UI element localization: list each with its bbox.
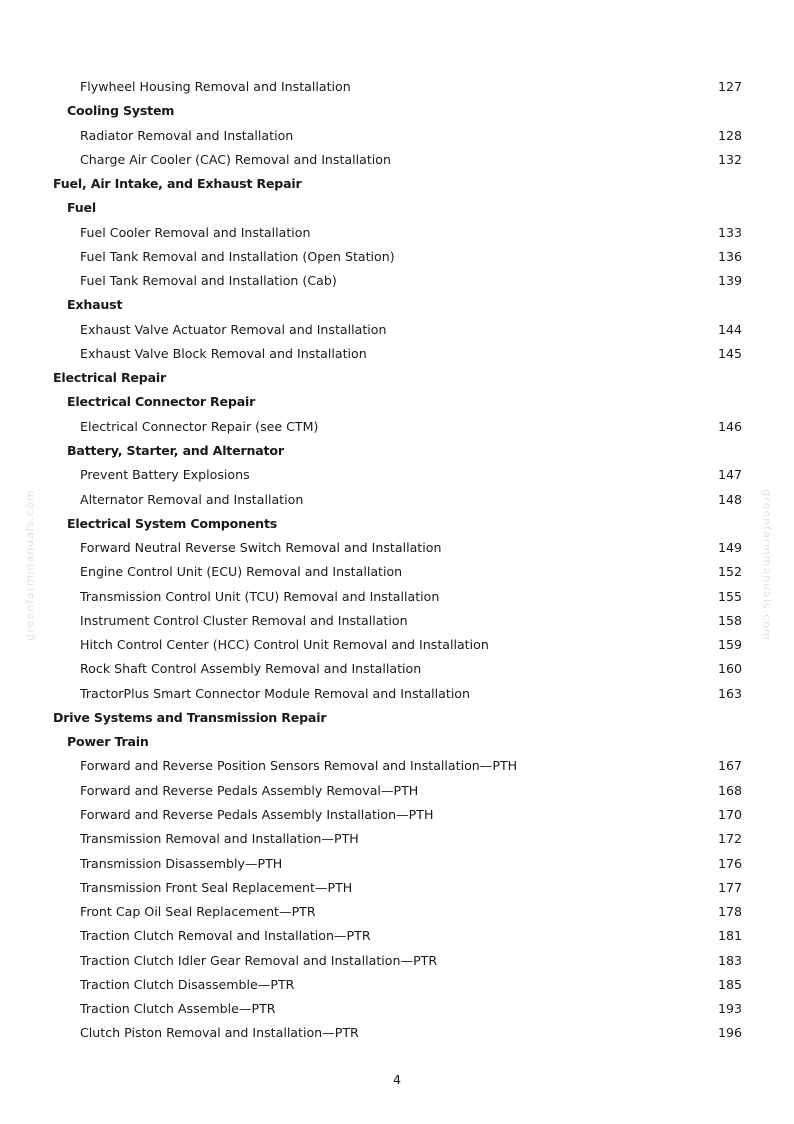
toc-entry[interactable]	[0, 318, 794, 342]
toc-entry-title: Cooling System	[67, 103, 175, 119]
toc-entry-title: Forward and Reverse Position Sensors Removal and Installation—PTH	[80, 758, 518, 774]
toc-entry-title: Exhaust	[67, 297, 123, 313]
toc-entry-page: 178	[717, 904, 742, 920]
toc-entry[interactable]	[0, 609, 794, 633]
toc-entry-title: TractorPlus Smart Connector Module Removal and Installation	[80, 685, 470, 701]
toc-entry[interactable]	[0, 682, 794, 706]
toc-entry-page: 196	[717, 1025, 742, 1041]
toc-entry-page: 160	[717, 661, 742, 677]
toc-entry[interactable]	[0, 754, 794, 778]
toc-entry-title: Forward and Reverse Pedals Assembly Installation—PTH	[80, 806, 434, 822]
toc-entry-page: 144	[717, 321, 742, 337]
toc-entry-page: 132	[717, 151, 742, 167]
toc-entry[interactable]	[0, 269, 794, 293]
toc-entry-page: 163	[717, 685, 742, 701]
toc-heading	[0, 172, 794, 196]
toc-entry-page: 145	[717, 345, 742, 361]
toc-entry-page: 167	[717, 758, 742, 774]
toc-entry-title: Transmission Control Unit (TCU) Removal and Installation	[80, 588, 440, 604]
toc-entry-title: Fuel	[67, 200, 96, 216]
toc-entry[interactable]	[0, 633, 794, 657]
toc-entry-title: Engine Control Unit (ECU) Removal and Installation	[80, 564, 403, 580]
toc-entry[interactable]	[0, 779, 794, 803]
toc-entry[interactable]	[0, 124, 794, 148]
toc-subheading	[0, 730, 794, 754]
toc-entry-title: Charge Air Cooler (CAC) Removal and Installation	[80, 151, 391, 167]
toc-entry[interactable]	[0, 560, 794, 584]
toc-entry-title: Fuel Tank Removal and Installation (Open Station)	[80, 248, 395, 264]
toc-entry-page: 185	[717, 976, 742, 992]
toc-entry-page: 155	[717, 588, 742, 604]
toc-entry-title: Fuel, Air Intake, and Exhaust Repair	[53, 176, 302, 192]
table-of-contents	[0, 75, 794, 1046]
toc-heading	[0, 706, 794, 730]
toc-entry-title: Exhaust Valve Block Removal and Installation	[80, 345, 367, 361]
toc-entry-page: 139	[717, 273, 742, 289]
toc-entry[interactable]	[0, 1021, 794, 1045]
toc-subheading	[0, 390, 794, 414]
toc-entry-title: Exhaust Valve Actuator Removal and Installation	[80, 321, 387, 337]
toc-entry-page: 170	[717, 806, 742, 822]
toc-entry[interactable]	[0, 148, 794, 172]
toc-entry-title: Electrical Repair	[53, 370, 167, 386]
toc-entry-page: 183	[717, 952, 742, 968]
toc-entry-title: Flywheel Housing Removal and Installation	[80, 79, 351, 94]
toc-entry-title: Instrument Control Cluster Removal and Installation	[80, 612, 408, 628]
toc-entry[interactable]	[0, 342, 794, 366]
toc-entry-title: Clutch Piston Removal and Installation—PTR	[80, 1025, 359, 1041]
toc-entry-title: Front Cap Oil Seal Replacement—PTR	[80, 904, 316, 920]
toc-entry[interactable]	[0, 488, 794, 512]
toc-entry[interactable]	[0, 657, 794, 681]
toc-heading	[0, 366, 794, 390]
toc-entry-title: Prevent Battery Explosions	[80, 467, 250, 483]
toc-entry-title: Transmission Front Seal Replacement—PTH	[80, 879, 353, 895]
toc-subheading	[0, 196, 794, 220]
toc-entry-page: 128	[717, 127, 742, 143]
toc-entry[interactable]	[0, 585, 794, 609]
toc-entry[interactable]	[0, 75, 794, 99]
toc-entry[interactable]	[0, 949, 794, 973]
toc-entry-page: 133	[717, 224, 742, 240]
toc-subheading	[0, 293, 794, 317]
toc-entry-title: Alternator Removal and Installation	[80, 491, 304, 507]
toc-entry-page: 181	[717, 928, 742, 944]
toc-entry-title: Transmission Removal and Installation—PTH	[80, 831, 359, 847]
toc-entry-page: 148	[717, 491, 742, 507]
toc-entry-page: 159	[717, 637, 742, 653]
toc-subheading	[0, 99, 794, 123]
toc-entry-page: 149	[717, 540, 742, 556]
toc-entry-title: Traction Clutch Disassemble—PTR	[80, 976, 295, 992]
toc-subheading	[0, 512, 794, 536]
toc-entry-title: Drive Systems and Transmission Repair	[53, 709, 327, 725]
toc-entry[interactable]	[0, 924, 794, 948]
toc-entry-title: Forward Neutral Reverse Switch Removal and Installation	[80, 540, 442, 556]
watermark-right: greenfarmmanuals.com	[760, 489, 774, 641]
toc-entry-title: Radiator Removal and Installation	[80, 127, 294, 143]
watermark-left: greenfarmmanuals.com	[23, 489, 37, 641]
toc-entry-title: Traction Clutch Assemble—PTR	[80, 1001, 276, 1017]
page-number: 4	[392, 1072, 401, 1087]
toc-entry-page: 147	[717, 467, 742, 483]
toc-entry-title: Electrical System Components	[67, 515, 278, 531]
toc-entry-page: 146	[717, 418, 742, 434]
toc-entry-title: Traction Clutch Removal and Installation—PTR	[80, 928, 371, 944]
toc-entry-page: 168	[717, 782, 742, 798]
toc-entry[interactable]	[0, 463, 794, 487]
toc-entry-title: Hitch Control Center (HCC) Control Unit Removal and Installation	[80, 637, 489, 653]
toc-entry-page: 176	[717, 855, 742, 871]
toc-entry[interactable]	[0, 852, 794, 876]
toc-entry[interactable]	[0, 876, 794, 900]
toc-entry-title: Battery, Starter, and Alternator	[67, 442, 284, 458]
toc-entry[interactable]	[0, 803, 794, 827]
toc-entry-title: Forward and Reverse Pedals Assembly Removal—PTH	[80, 782, 419, 798]
toc-entry-page: 158	[717, 612, 742, 628]
toc-entry-title: Rock Shaft Control Assembly Removal and Installation	[80, 661, 422, 677]
toc-entry-title: Transmission Disassembly—PTH	[80, 855, 283, 871]
toc-entry-title: Electrical Connector Repair (see CTM)	[80, 418, 319, 434]
toc-entry[interactable]	[0, 415, 794, 439]
toc-entry[interactable]	[0, 973, 794, 997]
toc-entry[interactable]	[0, 827, 794, 851]
toc-entry-page: 127	[717, 79, 742, 94]
toc-entry[interactable]	[0, 245, 794, 269]
toc-subheading	[0, 439, 794, 463]
toc-entry-page: 193	[717, 1001, 742, 1017]
toc-entry-title: Traction Clutch Idler Gear Removal and Installation—PTR	[80, 952, 438, 968]
toc-entry-page: 152	[717, 564, 742, 580]
toc-entry-page: 136	[717, 248, 742, 264]
toc-entry-title: Electrical Connector Repair	[67, 394, 256, 410]
toc-entry-title: Fuel Tank Removal and Installation (Cab)	[80, 273, 337, 289]
toc-entry-title: Power Train	[67, 734, 149, 750]
toc-entry[interactable]	[0, 221, 794, 245]
toc-entry-title: Fuel Cooler Removal and Installation	[80, 224, 311, 240]
toc-entry[interactable]	[0, 900, 794, 924]
toc-entry-page: 177	[717, 879, 742, 895]
toc-entry-page: 172	[717, 831, 742, 847]
toc-entry[interactable]	[0, 997, 794, 1021]
toc-entry[interactable]	[0, 536, 794, 560]
